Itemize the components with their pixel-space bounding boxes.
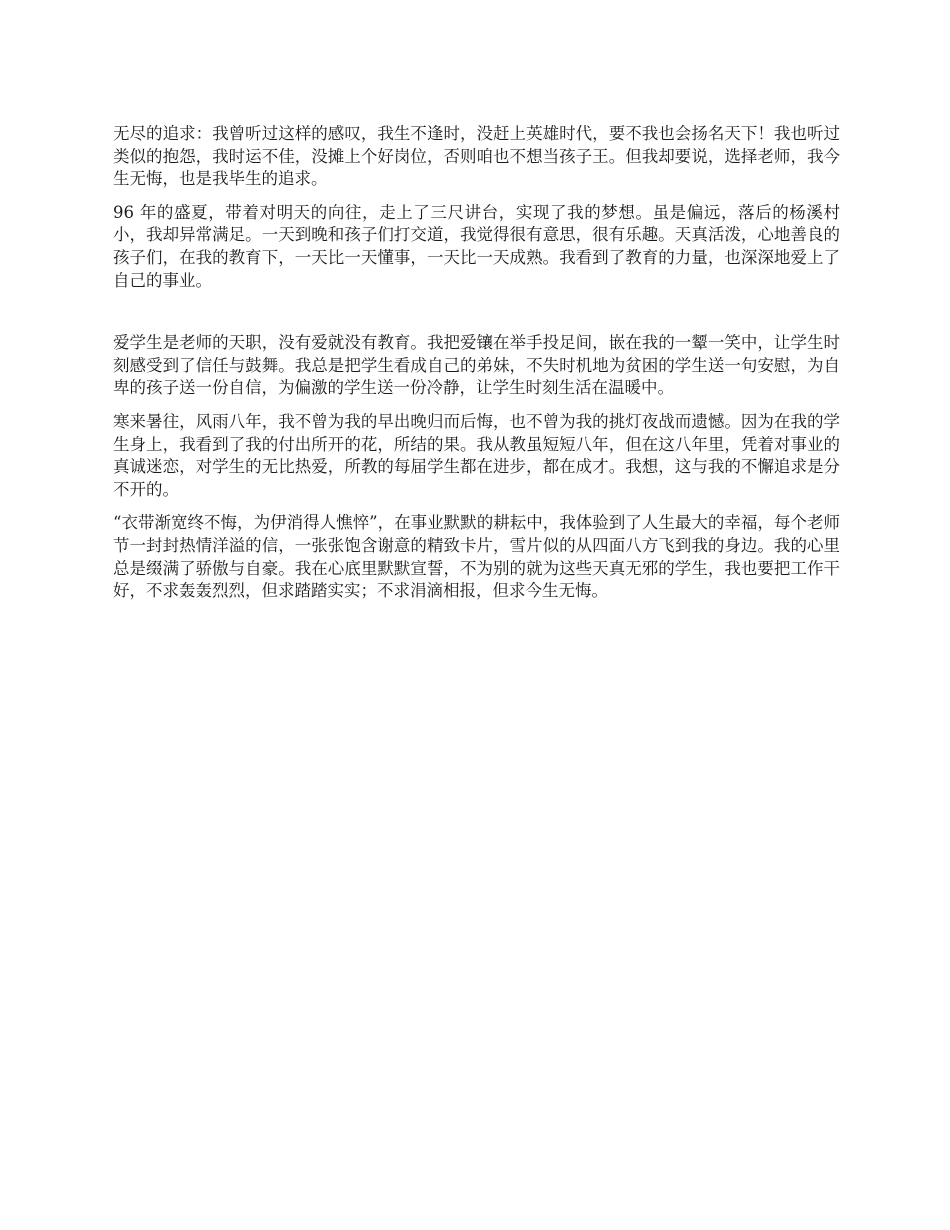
paragraph-eight-years: 寒来暑往，风雨八年，我不曾为我的早出晚归而后悔，也不曾为我的挑灯夜战而遗憾。因为在我的学生身上，我看到了我的付出所开的花，所结的果。我从教虽短短八年，但在这八年里，凭着对事业的真诚迷恋，对学生的无比热爱，所教的每届学生都在进步，都在成才。我想，这与我的不懈追求是分不开的。 (113, 411, 840, 499)
paragraph-love-students: 爱学生是老师的天职，没有爱就没有教育。我把爱镶在举手投足间，嵌在我的一颦一笑中，让学生时刻感受到了信任与鼓舞。我总是把学生看成自己的弟妹，不失时机地为贫困的学生送一句安慰，为自卑的孩子送一份自信，为偏激的学生送一份冷静，让学生时刻生活在温暖中。 (113, 333, 840, 398)
paragraph-summer-96: 96 年的盛夏，带着对明天的向往，走上了三尺讲台，实现了我的梦想。虽是偏远，落后的杨溪村小，我却异常满足。一天到晚和孩子们打交道，我觉得很有意思，很有乐趣。天真活泼，心地善良的孩子们，在我的教育下，一天比一天懂事，一天比一天成熟。我看到了教育的力量，也深深地爱上了自己的事业。 (113, 202, 840, 290)
paragraph-pursuit: 无尽的追求：我曾听过这样的感叹，我生不逢时，没赶上英雄时代，要不我也会扬名天下！我也听过类似的抱怨，我时运不佳，没摊上个好岗位，否则咱也不想当孩子王。但我却要说，选择老师，我今生无悔，也是我毕生的追求。 (113, 124, 840, 189)
paragraph-no-regret: “衣带渐宽终不悔，为伊消得人憔悴”，在事业默默的耕耘中，我体验到了人生最大的幸福，每个老师节一封封热情洋溢的信，一张张饱含谢意的精致卡片，雪片似的从四面八方飞到我的身边。我的心里总是缀满了骄傲与自豪。我在心底里默默宣誓，不为别的就为这些天真无邪的学生，我也要把工作干好，不求轰轰烈烈，但求踏踏实实；不求涓滴相报，但求今生无悔。 (113, 513, 840, 601)
document-page (113, 123, 840, 614)
